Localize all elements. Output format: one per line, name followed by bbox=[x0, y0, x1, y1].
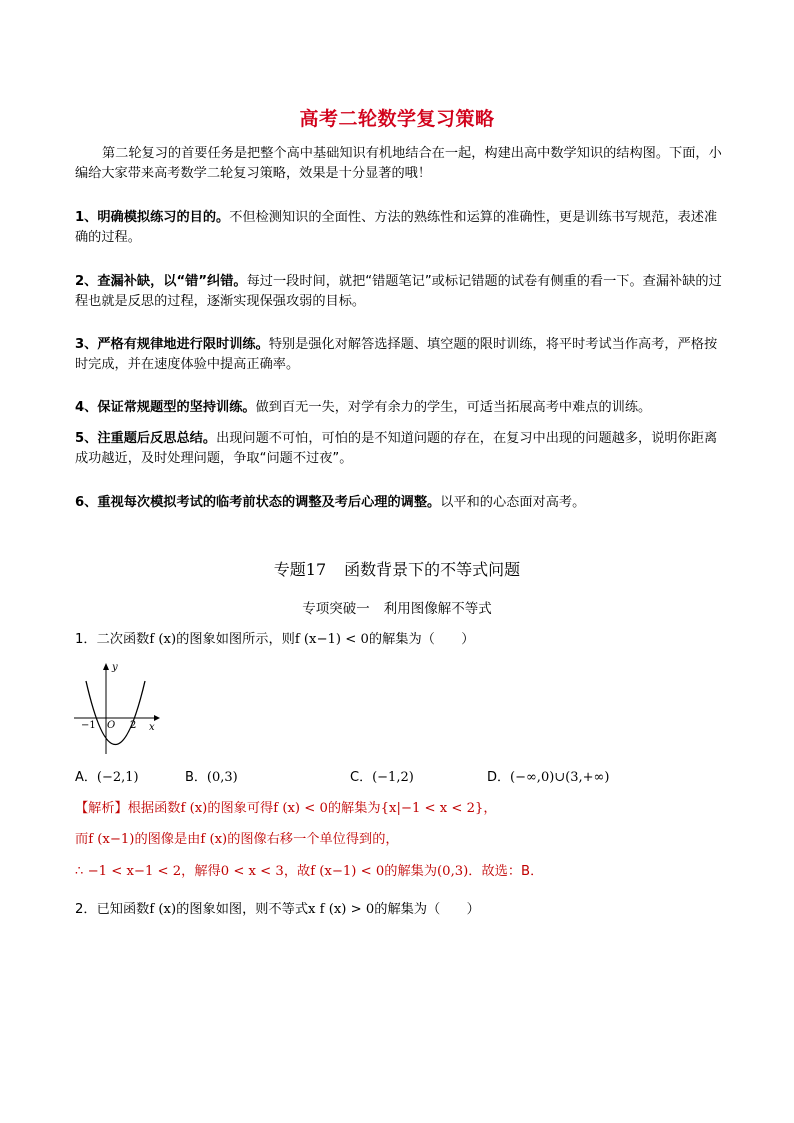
tip-2-body: 每过一段时间，就把“错题笔记”或标记错题的试卷有侧重的看一下。查漏补缺的过程也就是反思的过程，逐渐实现保强攻弱的目标。 bbox=[75, 274, 722, 309]
tip-4 bbox=[75, 398, 725, 418]
intro-paragraph: 第二轮复习的首要任务是把整个高中基础知识有机地结合在一起，构建出高中数学知识的结构图。下面，小编给大家带来高考数学二轮复习策略，效果是十分显著的哦！ bbox=[75, 146, 722, 181]
q2-mid: 的图象如图，则不等式 bbox=[176, 902, 309, 917]
option-b[interactable] bbox=[185, 766, 238, 785]
solution-text: ，故 bbox=[283, 864, 311, 879]
section-name: 函数背景下的不等式问题 bbox=[344, 560, 521, 579]
solution-math: f (x) bbox=[180, 801, 208, 816]
section-title bbox=[0, 557, 794, 580]
tip-1-head: 1、明确模拟练习的目的。 bbox=[75, 210, 230, 225]
question-1-stem bbox=[75, 630, 474, 650]
q1-inequality: f (x−1) < 0 bbox=[294, 632, 369, 647]
q1-pre: 1．二次函数 bbox=[75, 632, 150, 647]
tip-5-head: 5、注重题后反思总结。 bbox=[75, 431, 217, 446]
option-d-value: (−∞,0)∪(3,+∞) bbox=[510, 770, 610, 785]
solution-text: 的图像右移一个单位得到的， bbox=[227, 832, 399, 847]
solution-text: 的解集为 bbox=[384, 864, 438, 879]
question-2-stem bbox=[75, 900, 480, 920]
graph-root-right-label: 2 bbox=[130, 720, 137, 731]
solution-math: f (x−1) < 0 bbox=[310, 864, 385, 879]
graph-origin-label: O bbox=[107, 720, 116, 731]
solution-tag: 【解析】 bbox=[75, 801, 128, 816]
option-b-value: (0,3) bbox=[206, 770, 238, 785]
tip-6 bbox=[75, 493, 725, 513]
solution-math: (0,3) bbox=[437, 864, 469, 879]
solution-math: 0 < x < 3 bbox=[220, 864, 284, 879]
solution-text: ， bbox=[483, 801, 497, 816]
tip-3-body: 特别是强化对解答选择题、填空题的限时训练，将平时考试当作高考，严格按时完成，并在速度体验中提高正确率。 bbox=[75, 337, 718, 372]
tip-3-head: 3、严格有规律地进行限时训练。 bbox=[75, 337, 269, 352]
section-number: 专题17 bbox=[273, 560, 327, 579]
tip-1-body: 不但检测知识的全面性、方法的熟练性和运算的准确性，更是训练书写规范，表述准确的过程。 bbox=[75, 210, 718, 245]
graph-x-arrow bbox=[154, 715, 160, 721]
option-c-label: C． bbox=[350, 770, 373, 785]
q1-fx: f (x) bbox=[149, 632, 177, 647]
parabola-graph bbox=[72, 658, 160, 756]
q1-mid: 的图象如图所示，则 bbox=[176, 632, 295, 647]
graph-y-label: y bbox=[112, 662, 118, 673]
solution-line-1 bbox=[75, 799, 497, 819]
solution-math: f (x−1) bbox=[88, 832, 135, 847]
solution-line-2 bbox=[75, 830, 399, 850]
solution-text: 而 bbox=[75, 832, 89, 847]
subsection-number: 专项突破一 bbox=[302, 601, 370, 617]
option-a[interactable] bbox=[75, 766, 139, 785]
solution-math: f (x) < 0 bbox=[273, 801, 328, 816]
subsection-title bbox=[0, 597, 794, 617]
q2-inequality: x f (x) > 0 bbox=[308, 902, 375, 917]
option-b-label: B． bbox=[185, 770, 207, 785]
solution-text: 的图象可得 bbox=[207, 801, 274, 816]
tip-6-body: 以平和的心态面对高考。 bbox=[440, 495, 586, 510]
tip-2-head: 2、查漏补缺，以“错”纠错。 bbox=[75, 274, 247, 289]
tip-3 bbox=[75, 335, 725, 375]
tip-5-body: 出现问题不可怕，可怕的是不知道问题的存在，在复习中出现的问题越多，说明你距离成功越近，及时处理问题，争取“问题不过夜”。 bbox=[75, 431, 718, 466]
graph-y-arrow bbox=[103, 663, 109, 670]
solution-text: 的解集为 bbox=[327, 801, 381, 816]
q1-post: 的解集为（ ） bbox=[368, 632, 475, 647]
graph-x-label: x bbox=[149, 722, 155, 733]
tip-2 bbox=[75, 272, 725, 312]
option-d-label: D． bbox=[487, 770, 511, 785]
q2-post: 的解集为（ ） bbox=[374, 902, 480, 917]
solution-text: ．故选：B． bbox=[468, 864, 544, 879]
solution-line-3 bbox=[75, 862, 543, 882]
q2-pre: 2．已知函数 bbox=[75, 902, 150, 917]
tip-4-body: 做到百无一失，对学有余力的学生，可适当拓展高考中难点的训练。 bbox=[255, 400, 652, 415]
parabola-curve bbox=[86, 681, 145, 745]
option-c[interactable] bbox=[350, 766, 414, 785]
option-c-value: (−1,2) bbox=[372, 770, 414, 785]
page-title: 高考二轮数学复习策略 bbox=[299, 108, 495, 130]
solution-text: ，解得 bbox=[181, 864, 221, 879]
tip-6-head: 6、重视每次模拟考试的临考前状态的调整及考后心理的调整。 bbox=[75, 495, 441, 510]
tip-5 bbox=[75, 429, 725, 469]
option-d[interactable] bbox=[487, 766, 609, 785]
q2-fx: f (x) bbox=[149, 902, 177, 917]
option-a-label: A． bbox=[75, 770, 97, 785]
tip-1 bbox=[75, 208, 725, 248]
option-a-value: (−2,1) bbox=[96, 770, 139, 785]
solution-math: f (x) bbox=[200, 832, 228, 847]
solution-math: ∴ −1 < x−1 < 2 bbox=[75, 864, 182, 879]
tip-4-head: 4、保证常规题型的坚持训练。 bbox=[75, 400, 256, 415]
solution-text: 的图像是由 bbox=[134, 832, 201, 847]
solution-math: {x|−1 < x < 2} bbox=[380, 801, 484, 816]
solution-text: 根据函数 bbox=[127, 801, 181, 816]
graph-root-left-label: −1 bbox=[81, 720, 96, 731]
subsection-name: 利用图像解不等式 bbox=[383, 601, 492, 617]
